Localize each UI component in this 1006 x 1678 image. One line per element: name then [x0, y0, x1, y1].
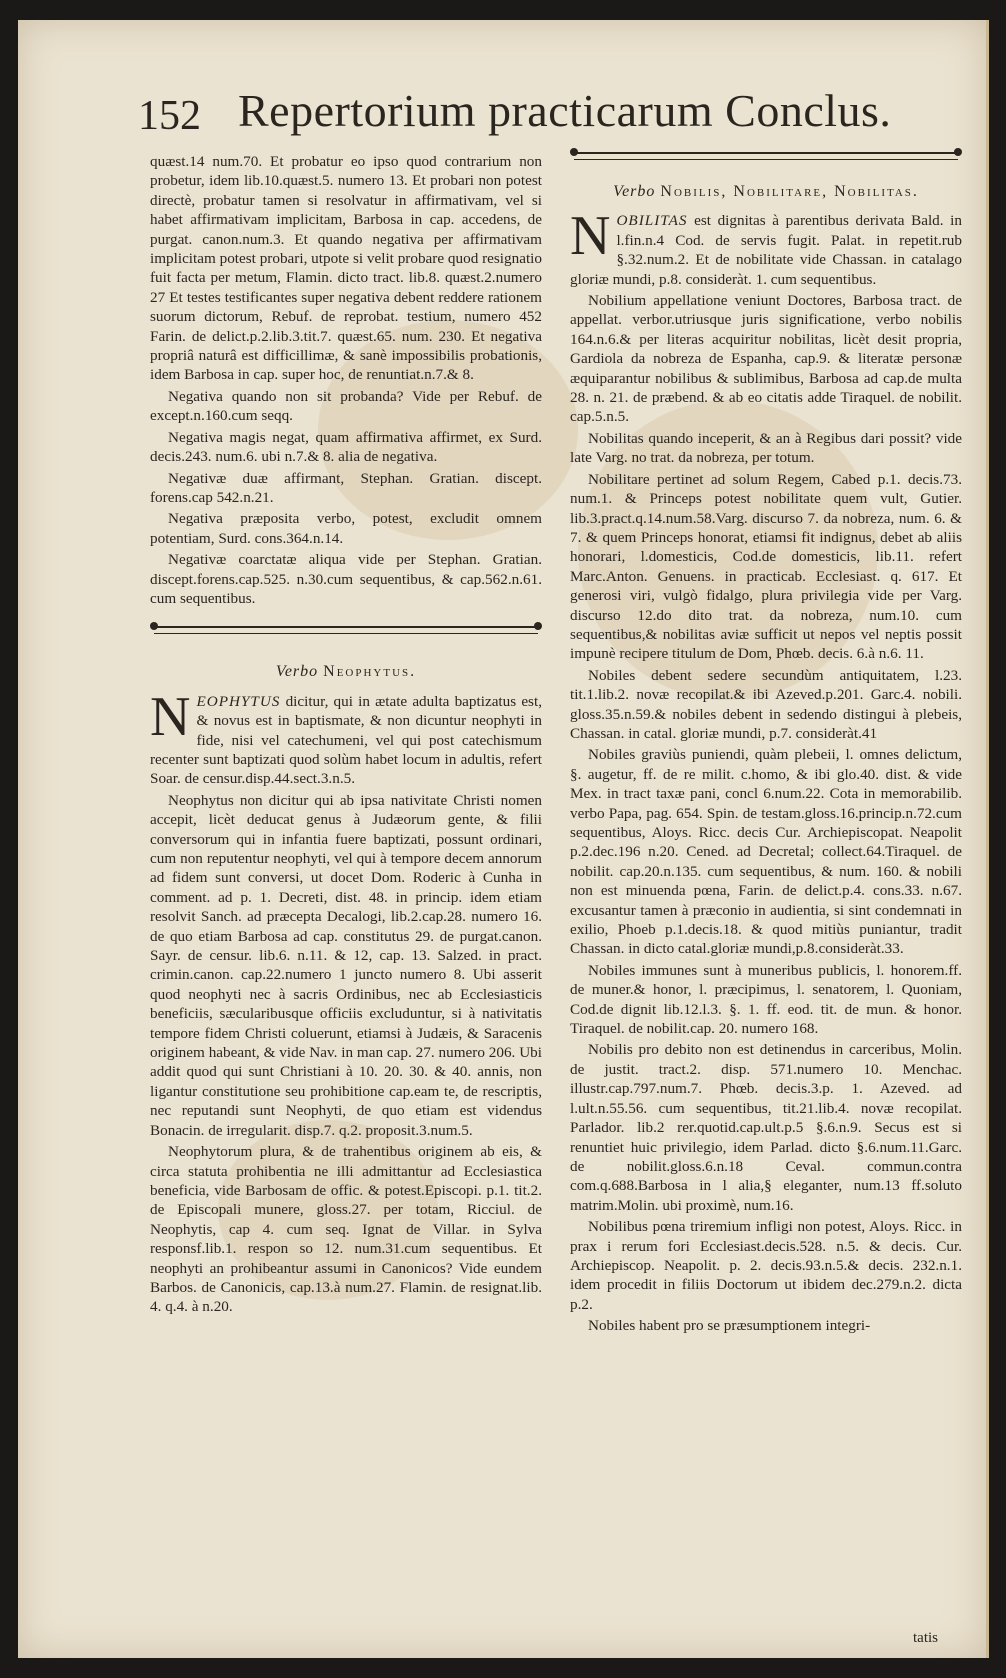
paragraph: Nobiles immunes sunt à muneribus publicis, l. honorem.ff. de muner.& honor, l. præcipimus, l. senatorem, l. Quoniam, Cod.de dignit lib.12.l.3. §. 1. ff. eod. tit. de mun. & honor. Tiraquel. de nobilit.cap. 20. numero 168. [570, 961, 962, 1038]
paragraph: Nobiles debent sedere secundùm antiquitatem, l.23. tit.1.lib.2. novæ recopilat.& ibi Azeved.p.201. Garc.4. nobili. gloss.35.n.59.& nobiles debent in sedendo distingui à plebeis, Chassan. in catal. gloriæ mundi, p.7. consideràt.41 [570, 666, 962, 742]
heading-word: Neophytus. [323, 663, 417, 681]
right-column [570, 152, 962, 1338]
entry-text: dicitur, qui in ætate adulta baptizatus est, & novus est in baptismate, & non dicuntur neophyti in fide, nisi vel catechumeni, vel qui post catechismum recenter sunt baptizati quod solùm habet locum in adultis, refert Soar. de censur.disp.44.sect.3.n.5. [150, 692, 542, 788]
folio-number: 152 [138, 93, 201, 139]
paragraph: Nobilitare pertinet ad solum Regem, Cabed p.1. decis.73. num.1. & Princeps potest nobilitate quem vult, Gutier. lib.3.pract.q.14.num.58.Varg. discurso 7. da nobreza, num. 6. & 7. & quem Princeps honorat, etiamsi fit indignus, debet ab aliis honorari, l.domesticis, Cod.de domesticis, lib.11. refert Marc.Anton. Genuens. in practicab. Ecclesiast. q. 617. Et generosi viri, vulgò fidalgo, plura privilegia vide per Varg. discurso 12.do dito trat. da nobreza, num.10. cum sequentibus,& nobilitas aviæ sufficit ut nepos vel neptis possit impunè recipere titulum de Dom, Phœb. decis. 6.à n.6. 11. [570, 470, 962, 663]
catchword: tatis [913, 1630, 938, 1646]
heading-prefix: Verbo [613, 183, 656, 200]
paragraph: Nobilis pro debito non est detinendus in carceribus, Molin. de justit. tract.2. disp. 571.numero 10. Menchac. illustr.cap.797.num.7. Phœb. decis.3.p. 1. Azeved. ad l.ult.n.55.56. cum sequentibus, tit.21.lib.4. novæ recopilat. Parlador. lib.2 rer.quotid.cap.ult.p.5 §.6.n.9. Secus est si renuntiet huic privilegio, idem Parlad. dicto §.6.num.11.Garc. de nobilit.gloss.6.n.18 Ceval. commun.contra com.q.688.Barbosa in l alia,§ eleganter, num.13 ff.soluto matrim.Molin. ubi proximè, num.16. [570, 1041, 962, 1214]
heading-prefix: Verbo [275, 663, 319, 681]
section-heading-nobilis [570, 182, 962, 201]
paragraph: Nobilibus pœna triremium infligi non potest, Aloys. Ricc. in prax i rerum fori Ecclesiast.decis.528. n.5. & decis. Cur. Archiepiscop. Neapolit. p. 2. decis.93.n.5.& decis. 232.n.1. idem procedit in filiis Doctorum ut ibidem dec.279.n.2. dicta p.2. [570, 1218, 962, 1313]
section-divider [154, 626, 538, 634]
drop-cap: N [150, 685, 191, 748]
paragraph: Neophytus non dicitur qui ab ipsa nativitate Christi nomen accepit, licèt deducat genus à Judæorum gente, & filii conversorum qui in infantia fuere baptizati, possunt ordinari, cum non reputentur neophyti, vel qui à tempore decem annorum ad fidem sunt conversi, ut docet Dom. Roderic à Cunha in comment. ad p. 1. Decreti, dist. 48. in princip. idem etiam resolvit Sanch. ad præcepta Decalogi, lib.2.cap.28. numero 16. de quo etiam Barbosa ad cap. constitutus 29. de purgat.canon. Sayr. de censur. lib.6. n.11. & 12, cap. 13. Salzed. in pract. crimin.canon. cap.22.numero 1 juncto numero 8. Ubi asserit quod neophyti nec à sacris Ordinibus, nec ab Ecclesiasticis beneficiis, sæcularibusque officiis excluduntur, si à nativitatis tempore fidem Christi coluerunt, etiamsi à Judæis, & Saracenis originem habeant, & vide Nav. in man cap. 27. numero 206. Ubi addit quod qui sunt Christiani à 10. 20. 30. & 40. annis, non ligantur constitutione seu prohibitione cap.eam te, de rescriptis, nec reputandi sunt Neophyti, de quo etiam est videndus Bonacin. de irregularit. disp.7. q.2. proposit.3.num.5. [150, 791, 542, 1139]
paragraph: Nobiles graviùs puniendi, quàm plebeii, l. omnes delictum, §. augetur, ff. de re milit. c.homo, & ibi glo.40. dist. & vide Mex. in tract taxæ pani, concl 6.num.22. Cota in memorabilib. verbo Papa, pag. 654. Spin. de testam.gloss.16.princip.n.72.cum sequentibus, Aloys. Ricc. decis Cur. Archiepiscopat. Neapolit p.2.dec.196 n.20. Cened. ad Decretal; collect.64.Tiraquel. de nobilit. cap.20.n.135. cum sequentibus, & num. 160. & nobili non est minuenda pœna, Farin. de delict.p.4. cons.33. n.67. excusantur tamen à præconio in audientia, si sint condemnati in exilio, Phoeb p.1.decis.18. & quod mitiùs puniantur, tradit Chassan. in dicto catal.gloriæ mundi,p.8.consideràt.33. [570, 746, 962, 958]
paragraph: Negativæ coarctatæ aliqua vide per Stephan. Gratian. discept.forens.cap.525. n.30.cum sequentibus, & cap.562.n.61. cum sequentibus. [150, 551, 542, 607]
entry-paragraph [570, 205, 962, 289]
paragraph: Nobilitas quando inceperit, & an à Regibus dari possit? vide late Varg. no trat. da nobreza, per totum. [570, 429, 962, 467]
paragraph: quæst.14 num.70. Et probatur eo ipso quod contrarium non probetur, idem lib.10.quæst.5. numero 13. Et probari non potest directè, probatur tamen si resolvatur in affirmativam, vel si habet affirmativam implicitam, Barbosa in cap. accedens, de purgat. canon.num.3. Et quando negativa per affirmativam implicitam potest probari, utpote si velit probare quod resignatio fuit facta per metum, Flamin. dicto tract. lib.8. quæst.2.numero 27 Et testes testificantes super negativa debent reddere rationem suorum dictorum, Rebuf. de reprobat. testium, numero 452 Farin. de delict.p.2.lib.3.tit.7. quæst.65. num. 230. Et negativa propriâ naturâ est difficillimæ, & sanè impossibilis probationis, idem Barbosa in cap. super hoc, de renuntiat.n.7.& 8. [150, 153, 542, 384]
paragraph: Negativæ duæ affirmant, Stephan. Gratian. discept. forens.cap 542.n.21. [150, 469, 542, 506]
left-column [150, 152, 542, 1319]
heading-word: Nobilis, Nobilitare, Nobilitas. [660, 183, 919, 200]
lead-word: OBILITAS [616, 212, 688, 230]
paragraph: Negativa præposita verbo, potest, excludit omnem potentiam, Surd. cons.364.n.14. [150, 510, 542, 547]
section-heading-neophytus [150, 662, 542, 681]
paragraph: Nobilium appellatione veniunt Doctores, Barbosa tract. de appellat. verbor.utriusque juris significatione, verbo nobilis 164.n.6.& per literas acquiritur nobilitas, licèt desit propria, Gardiola da nobreza de Espanha, cap.9. & literatæ personæ æquiparantur nobilibus & sublimibus, Barbosa ad cap.de multa 28. n. 21. de præbend. & ab eo citatis adde Tiraquel. de nobilit. cap.5.n.5. [570, 292, 962, 426]
paragraph: Nobiles habent pro se præsumptionem integri- [588, 1317, 871, 1335]
section-divider [574, 152, 958, 160]
paragraph: Neophytorum plura, & de trahentibus originem ab eis, & circa statuta prohibentia ne illi admittantur ad Ecclesiastica beneficia, vide Barbosam de offic. & potest.Episcopi. p.1. tit.2. de Episcopali munere, gloss.27. per totam, Ricciul. de Neophytis, cap 4. cum seq. Ignat de Villar. in Sylva responsf.lib.1. respon so 12. num.31.cum sequentibus. Et neophyti an prohibeantur assumi in Canonicos? Vide eundem Barbos. de Canonicis, cap.13.à num.27. Flamin. de resignat.lib. 4. q.4. à n.20. [150, 1143, 542, 1316]
running-title: Repertorium practicarum Conclus. [238, 85, 892, 136]
paragraph: Negativa magis negat, quam affirmativa affirmet, ex Surd. decis.243. num.6. ubi n.7.& 8. alia de negativa. [150, 428, 542, 466]
page [18, 20, 989, 1658]
entry-text: est dignitas à parentibus derivata Bald. in l.fin.n.4 Cod. de servis fugit. Palat. in repetit.rub §.32.num.2. Et de nobilitate vide Chassan. in catalago gloriæ mundi, p.8. consideràt. 1. cum sequentibus. [570, 212, 962, 288]
paragraph: Negativa quando non sit probanda? Vide per Rebuf. de except.n.160.cum seqq. [150, 387, 542, 425]
page-header [138, 84, 938, 146]
lead-word: EOPHYTUS [196, 692, 281, 710]
entry-paragraph [150, 685, 542, 789]
drop-cap: N [570, 205, 611, 268]
